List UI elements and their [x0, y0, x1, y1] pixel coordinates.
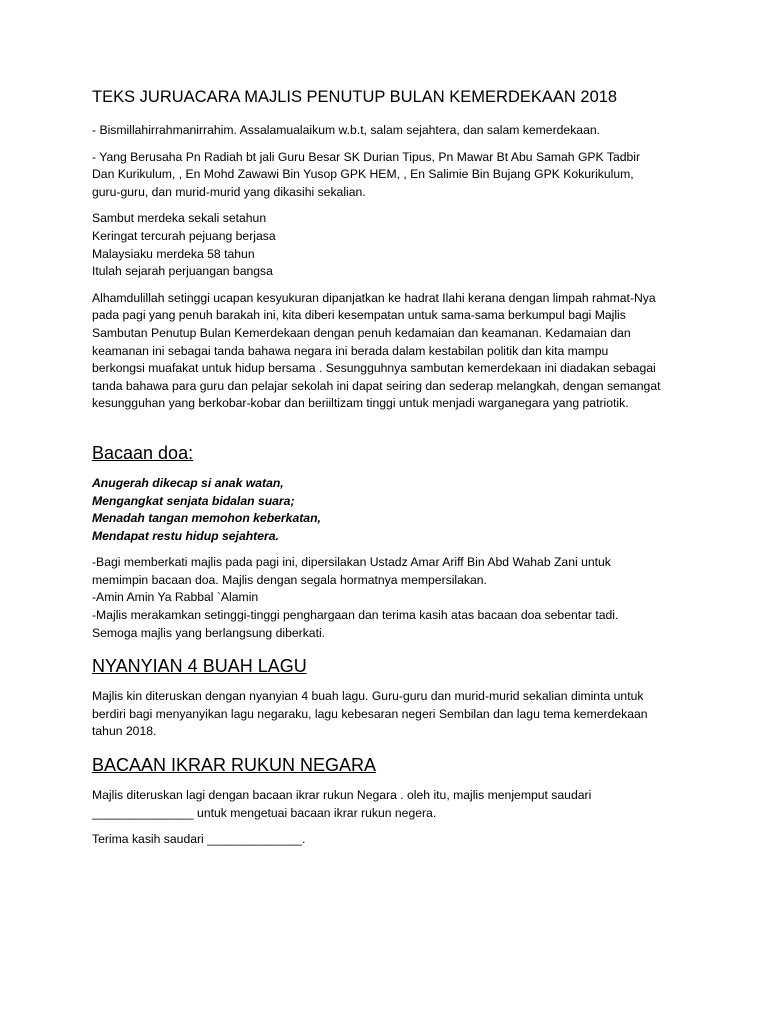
- poem-line: Malaysiaku merdeka 58 tahun: [92, 246, 255, 261]
- document-page: [92, 86, 664, 858]
- section-heading-nyanyian: NYANYIAN 4 BUAH LAGU: [92, 656, 307, 677]
- doa-line: -Amin Amin Ya Rabbal `Alamin: [92, 590, 259, 605]
- doa-verse: [92, 475, 664, 545]
- opening-line: - Bismillahirrahmanirrahim. Assalamualaikum w.b.t, salam sejahtera, dan salam kemerdekaan.: [92, 123, 601, 137]
- greeting-paragraph: - Yang Berusaha Pn Radiah bt jali Guru Besar SK Durian Tipus, Pn Mawar Bt Abu Samah GPK Tadbir Dan Kurikulum, , En Mohd Zawawi Bin Yusop GPK HEM, , En Salimie Bin Bujang GPK Kokurikulum, guru-guru, dan murid-murid yang dikasihi sekalian.: [92, 149, 641, 199]
- poem-line: Keringat tercurah pejuang berjasa: [92, 228, 276, 243]
- nyanyian-paragraph: Majlis kin diteruskan dengan nyanyian 4 buah lagu. Guru-guru dan murid-murid sekalian diminta untuk berdiri bagi menyanyikan lagu negaraku, lagu kebesaran negeri Sembilan dan lagu tema kemerdekaan tahun 2018.: [92, 689, 648, 739]
- ikrar-paragraph: Majlis diteruskan lagi dengan bacaan ikrar rukun Negara . oleh itu, majlis menjemput saudari _______________ untuk mengetuai bacaan ikrar rukun negera.: [92, 788, 592, 820]
- verse-line: Mendapat restu hidup sejahtera.: [92, 528, 279, 543]
- intro-paragraph: Alhamdulillah setinggi ucapan kesyukuran dipanjatkan ke hadrat Ilahi kerana dengan limpah rahmat-Nya pada pagi yang penuh barakah ini, kita diberi kesempatan untuk sama-sama berkumpul bagi Majlis Sambutan Penutup Bulan Kemerdekaan dengan penuh kedamaian dan keamanan. Kedamaian dan keamanan ini sebagai tanda bahawa negara ini berada dalam kestabilan politik dan kita mampu berkongsi muafakat untuk hidup bersama . Sesungguhnya sambutan kemerdekaan ini diadakan sebagai tanda bahawa para guru dan pelajar sekolah ini dapat seiring dan sederap melangkah, dengan semangat kesungguhan yang berkobar-kobar dan beriiltizam tinggi untuk menjadi warganegara yang patriotik.: [92, 290, 661, 411]
- document-title: TEKS JURUACARA MAJLIS PENUTUP BULAN KEMERDEKAAN 2018: [92, 88, 618, 106]
- verse-line: Anugerah dikecap si anak watan,: [92, 475, 284, 490]
- thanks-line: Terima kasih saudari ______________.: [92, 832, 306, 847]
- poem-line: Sambut merdeka sekali setahun: [92, 211, 267, 226]
- doa-line: -Bagi memberkati majlis pada pagi ini, dipersilakan Ustadz Amar Ariff Bin Abd Wahab Zani untuk memimpin bacaan doa. Majlis dengan segala hormatnya mempersilakan.: [92, 555, 611, 587]
- section-heading-doa: Bacaan doa:: [92, 442, 194, 463]
- doa-line: -Majlis merakamkan setinggi-tinggi penghargaan dan terima kasih atas bacaan doa sebentar tadi. Semoga majlis yang berlangsung diberkati.: [92, 608, 619, 640]
- poem-block: [92, 210, 664, 280]
- verse-line: Menadah tangan memohon keberkatan,: [92, 511, 321, 526]
- section-heading-ikrar: BACAAN IKRAR RUKUN NEGARA: [92, 755, 377, 776]
- poem-line: Itulah sejarah perjuangan bangsa: [92, 264, 273, 279]
- doa-lines: [92, 554, 664, 642]
- verse-line: Mengangkat senjata bidalan suara;: [92, 493, 295, 508]
